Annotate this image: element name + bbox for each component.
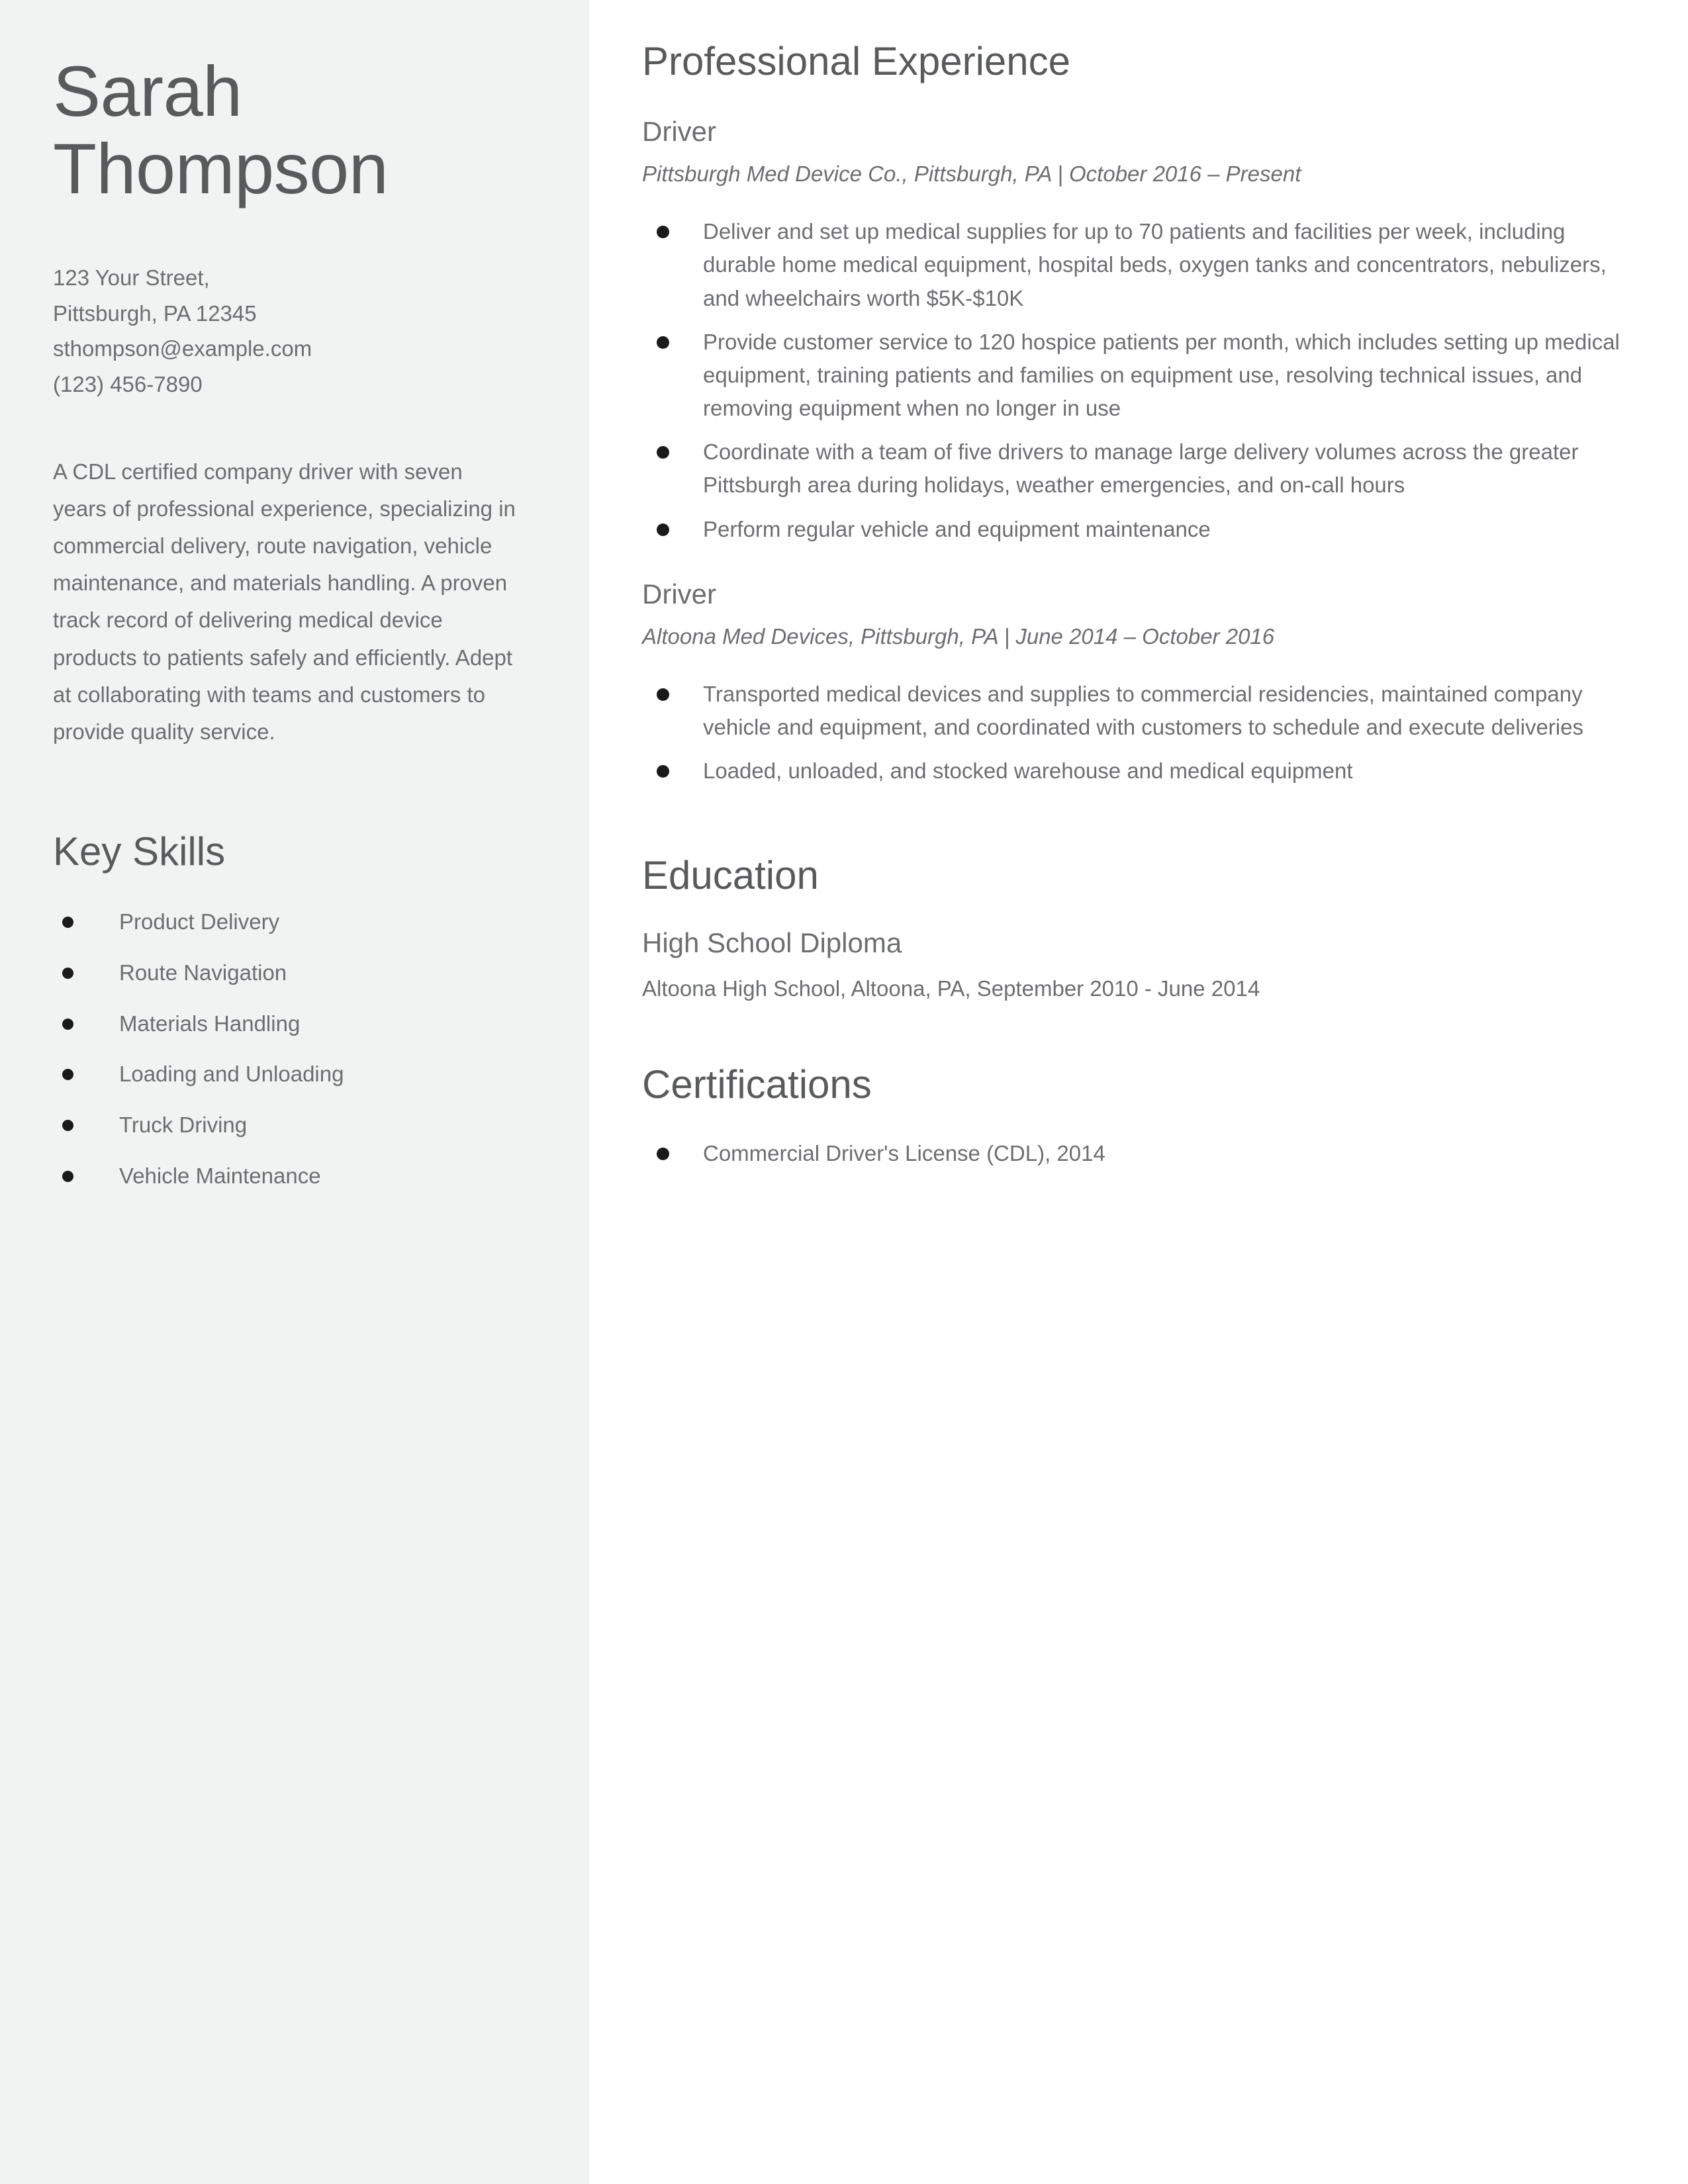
skill-item — [53, 1111, 530, 1140]
job-responsibilities-list — [642, 215, 1622, 545]
job-bullet — [642, 754, 1622, 788]
certification-label: Commercial Driver's License (CDL), 2014 — [703, 1140, 1105, 1165]
candidate-first-name: Sarah — [53, 51, 242, 131]
resume-sidebar — [0, 0, 589, 2184]
job-responsibilities-list — [642, 678, 1622, 788]
job-company-location-dates: Altoona Med Devices, Pittsburgh, PA | June 2014 – October 2016 — [642, 624, 1275, 649]
job-title: Driver — [642, 116, 716, 147]
resume-main-column — [589, 0, 1688, 2184]
job-bullet — [642, 215, 1622, 314]
bullet-icon — [657, 336, 669, 349]
skill-label: Loading and Unloading — [119, 1062, 344, 1087]
bullet-icon — [62, 1171, 73, 1182]
professional-experience-heading: Professional Experience — [642, 39, 1071, 83]
key-skills-heading: Key Skills — [53, 829, 226, 874]
certifications-heading: Certifications — [642, 1062, 872, 1107]
experience-entry — [642, 578, 1622, 788]
skill-item — [53, 908, 530, 936]
bullet-icon — [657, 765, 669, 778]
job-bullet — [642, 435, 1622, 502]
experience-entry — [642, 115, 1622, 546]
skill-label: Truck Driving — [119, 1113, 248, 1138]
skill-item — [53, 1162, 530, 1191]
skill-label: Route Navigation — [119, 960, 287, 985]
job-bullet-text: Perform regular vehicle and equipment maintenance — [703, 516, 1211, 541]
education-degree: High School Diploma — [642, 927, 902, 959]
skill-item — [53, 1010, 530, 1038]
job-bullet-text: Transported medical devices and supplies to commercial residencies, maintained company vehicle and equipment, and coordinated with customers to schedule and execute deliveries — [703, 681, 1583, 740]
bullet-icon — [657, 226, 669, 238]
job-bullet — [642, 513, 1622, 546]
contact-phone[interactable]: (123) 456-7890 — [53, 371, 203, 396]
skill-item — [53, 959, 530, 987]
contact-street: 123 Your Street, — [53, 265, 210, 291]
bullet-icon — [62, 1069, 73, 1080]
bullet-icon — [62, 1019, 73, 1030]
certifications-list — [642, 1138, 1622, 1169]
skill-label: Vehicle Maintenance — [119, 1163, 321, 1189]
job-title: Driver — [642, 578, 716, 610]
job-bullet — [642, 678, 1622, 744]
job-company-location-dates: Pittsburgh Med Device Co., Pittsburgh, PA | October 2016 – Present — [642, 161, 1301, 187]
candidate-name — [53, 53, 530, 207]
bullet-icon — [657, 446, 669, 459]
candidate-last-name: Thompson — [53, 128, 389, 208]
skill-label: Product Delivery — [119, 909, 280, 934]
bullet-icon — [62, 917, 73, 928]
job-bullet — [642, 326, 1622, 425]
certification-item — [642, 1138, 1622, 1169]
job-bullet-text: Coordinate with a team of five drivers to manage large delivery volumes across the greater Pittsburgh area during holidays, weather emergencies, and on-call hours — [703, 439, 1579, 498]
key-skills-list — [53, 908, 530, 1191]
bullet-icon — [62, 1120, 73, 1131]
bullet-icon — [657, 688, 669, 701]
job-bullet-text: Loaded, unloaded, and stocked warehouse and medical equipment — [703, 758, 1353, 784]
contact-city-state-zip: Pittsburgh, PA 12345 — [53, 300, 257, 326]
education-school-dates: Altoona High School, Altoona, PA, September 2010 - June 2014 — [642, 976, 1260, 1001]
education-heading: Education — [642, 853, 819, 898]
skill-label: Materials Handling — [119, 1011, 301, 1036]
professional-summary: A CDL certified company driver with seven years of professional experience, specializing in commercial delivery, route navigation, vehicle maintenance, and materials handling. A proven track record of delivering medical device products to patients safely and efficiently. Adept at collaborating with teams and customers to provide quality service. — [53, 459, 516, 744]
bullet-icon — [62, 968, 73, 979]
education-entry — [642, 927, 1622, 1003]
bullet-icon — [657, 523, 669, 536]
skill-item — [53, 1060, 530, 1089]
contact-email[interactable]: sthompson@example.com — [53, 336, 312, 361]
bullet-icon — [657, 1148, 669, 1160]
job-bullet-text: Deliver and set up medical supplies for up to 70 patients and facilities per week, including durable home medical equipment, hospital beds, oxygen tanks and concentrators, nebulizers, and wheelchairs worth $5K-$10K — [703, 219, 1607, 310]
job-bullet-text: Provide customer service to 120 hospice patients per month, which includes setting up medical equipment, training patients and families on equipment use, resolving technical issues, and removing equipment when no longer in use — [703, 329, 1620, 421]
contact-info — [53, 260, 530, 402]
